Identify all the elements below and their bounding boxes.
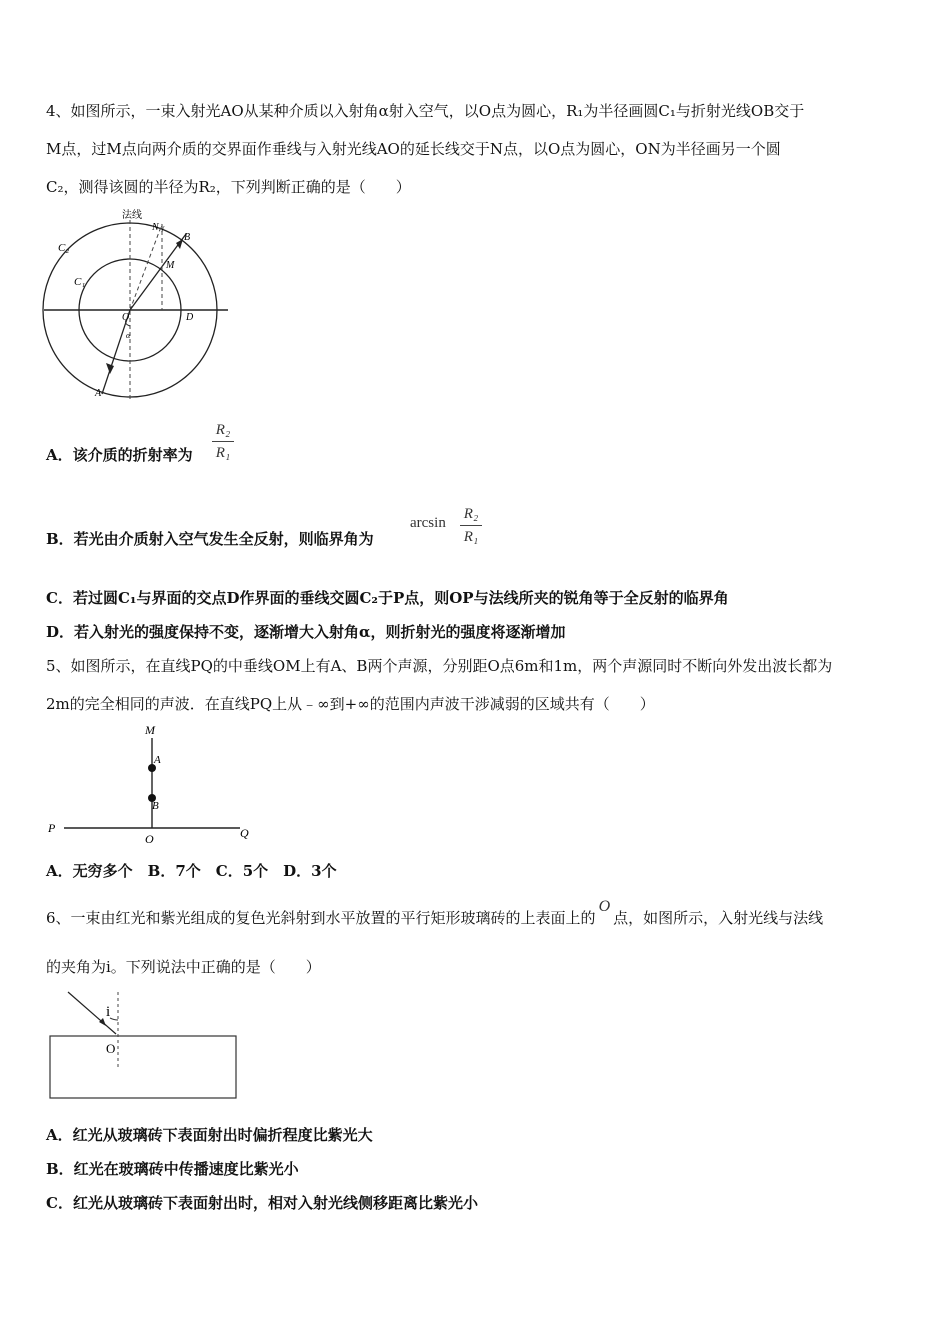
glass-brick [50,1036,236,1098]
label-m: M [145,723,155,737]
label-o: O [145,832,154,846]
q6-option-a: A．红光从玻璃砖下表面射出时偏折程度比紫光大 [46,1126,373,1144]
label-o: O [122,312,130,323]
label-n: N [152,222,159,233]
q4-circle-figure [40,204,235,400]
fraction-numerator: R₂ [215,422,231,438]
q6-line1-pre: 6、一束由红光和紫光组成的复色光斜射到水平放置的平行矩形玻璃砖的上表面上的 [46,909,596,927]
label-b: B [152,800,159,812]
q4-option-c: C．若过圆C₁与界面的交点D作界面的垂线交圆C₂于P点，则OP与法线所夹的锐角等于全反射的临界角 [46,589,729,607]
label-p: P [48,821,56,835]
label-gamma: γ [161,223,165,232]
q5-line1: 5、如图所示，在直线PQ的中垂线OM上有A、B两个声源，分别距O点6m和1m，两个声源同时不断向外发出波长都为 [46,657,833,675]
q4-option-b-arcsin: arcsin [410,515,446,531]
q6-option-c: C．红光从玻璃砖下表面射出时，相对入射光线侧移距离比紫光小 [46,1194,478,1212]
refracted-arrow [176,239,183,249]
label-a: A [154,754,161,766]
label-c1: C₁ [74,276,86,288]
q6-point-o: O [598,898,611,915]
label-a: A [95,388,102,399]
label-normal: 法线 [122,210,142,221]
fraction-bar [460,525,482,526]
label-q: Q [240,826,249,840]
incident-arrow [99,1018,106,1026]
label-d: D [186,312,194,323]
q4-line1: 4、如图所示，一束入射光AO从某种介质以入射角α射入空气，以O点为圆心，R₁为半径画圆C₁与折射光线OB交于 [46,102,805,120]
q4-option-a-fraction [212,421,234,462]
q4-option-d: D．若入射光的强度保持不变，逐渐增大入射角α，则折射光的强度将逐渐增加 [46,623,566,641]
fraction-denominator: R₁ [463,529,479,545]
label-c2: C₂ [58,242,70,254]
q6-line1-post: 点，如图所示，入射光线与法线 [613,909,824,927]
q6-line2: 的夹角为i。下列说法中正确的是（ ） [46,958,321,976]
fraction-bar [212,441,234,442]
fraction-numerator: R₂ [463,506,479,522]
label-alpha: α [126,331,131,340]
q5-options: A．无穷多个 B．7个 C．5个 D．3个 [46,862,337,880]
q5-source-figure [44,722,264,848]
q4-line2: M点，过M点向两介质的交界面作垂线与入射光线AO的延长线交于N点，以O点为圆心，ON为半径画另一个圆 [46,140,781,158]
q6-glass-figure [44,986,244,1104]
label-o: O [106,1041,116,1056]
q4-line3: C₂，测得该圆的半径为R₂，下列判断正确的是（ ） [46,178,411,196]
q6-option-b: B．红光在玻璃砖中传播速度比紫光小 [46,1160,299,1178]
incident-arrow [106,363,114,374]
q5-line2: 2m的完全相同的声波．在直线PQ上从﹣∞到+∞的范围内声波干涉减弱的区域共有（ ） [46,695,655,713]
q4-option-b: B．若光由介质射入空气发生全反射，则临界角为 [46,530,374,548]
label-b: B [184,232,191,243]
q6-line1 [46,898,824,929]
angle-i-arc [110,1018,118,1020]
q4-option-b-fraction [460,505,482,546]
label-m: M [166,260,175,271]
label-i: i [106,1004,111,1020]
q4-option-a: A．该介质的折射率为 [46,446,193,464]
fraction-denominator: R₁ [215,445,231,461]
